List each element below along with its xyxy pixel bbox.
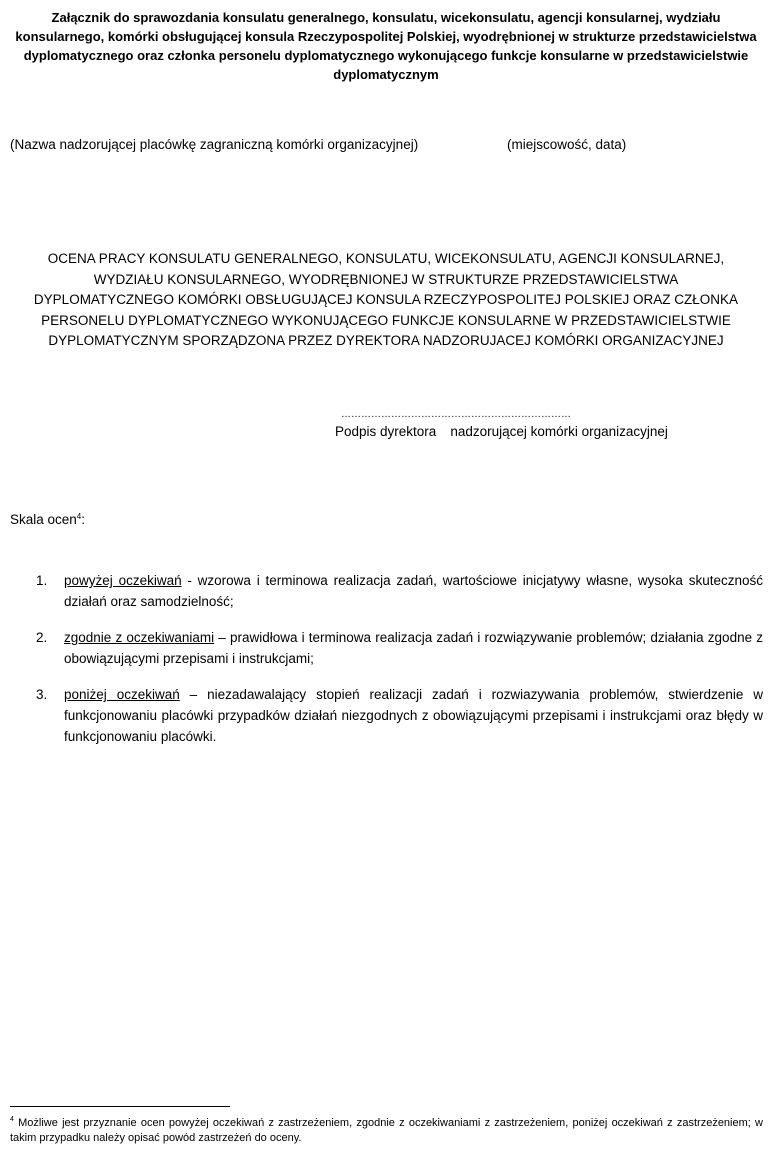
scale-item-description: - wzorowa i terminowa realizacja zadań, wartościowe inicjatywy własne, wysoka skuteczność działań oraz samodzielność; [64,573,763,609]
signature-label-part2: nadzorującej komórki organizacyjnej [450,424,668,439]
scale-item-description: – niezadawalający stopień realizacji zadań i rozwiazywania problemów, stwierdzenie w funkcjonowaniu placówki przypadków działań niezgodnych z obowiązującymi przepisami i instrukcjami oraz błędy w funkcjonowaniu placówki. [64,687,764,744]
footnote-reference: 4 [76,512,82,521]
footnote-separator [10,1106,230,1107]
footnote [10,1112,763,1146]
signature-label [335,424,695,439]
scale-item-number: 2. [36,630,48,645]
footnote-text: Możliwe jest przyznanie ocen powyżej oczekiwań z zastrzeżeniem, zgodnie z oczekiwaniami z zastrzeżeniem, poniżej oczekiwań z zastrzeżeniem; w takim przypadku należy opisać powód zastrzeżeń do oceny. [10,1117,763,1144]
scale-item [30,570,763,612]
annex-header: Załącznik do sprawozdania konsulatu generalnego, konsulatu, wicekonsulatu, agencji konsularnej, wydziału konsularnego, komórki obsługującej konsula Rzeczypospolitej Polskiej, wyodrębnionej w strukturze przedstawicielstwa dyplomatycznego oraz członka personelu dyplomatycznego wykonującego funkcje konsularne w przedstawicielstwie dyplomatycznym [15,10,757,82]
scale-item [30,627,763,669]
scale-item-number: 1. [36,573,48,588]
scale-item-description: – prawidłowa i terminowa realizacja zadań i rozwiązywanie problemów; działania zgodne z obowiązującymi przepisami i instrukcjami; [64,630,763,666]
org-unit-label: (Nazwa nadzorującej placówkę zagraniczną komórki organizacyjnej) [10,137,419,152]
scale-item-number: 3. [36,687,48,702]
signature-line: …………………………………………………………… [341,409,571,420]
scale-heading-text: Skala ocen [10,512,77,527]
signature-label-part1: Podpis dyrektora [335,424,437,439]
scale-item-term: poniżej oczekiwań [64,687,180,702]
footnote-marker: 4 [10,1116,14,1123]
scale-list [30,570,763,762]
document-title: OCENA PRACY KONSULATU GENERALNEGO, KONSULATU, WICEKONSULATU, AGENCJI KONSULARNEJ, WYDZIAŁU KONSULARNEGO, WYODRĘBNIONEJ W STRUKTURZE PRZEDSTAWICIELSTWA DYPLOMATYCZNEGO KOMÓRKI OBSŁUGUJĄCEJ KONSULA RZECZYPOSPOLITEJ POLSKIEJ ORAZ CZŁONKA PERSONELU DYPLOMATYCZNEGO WYKONUJĄCEGO FUNKCJE KONSULARNE W PRZEDSTAWICIELSTWIE DYPLOMATYCZNYM SPORZĄDZONA PRZEZ DYREKTORA NADZORUJACEJ KOMÓRKI ORGANIZACYJNEJ [33,251,739,348]
scale-item-term: powyżej oczekiwań [64,573,182,588]
scale-heading: Skala ocen$^4$: [10,512,86,527]
scale-item [30,684,763,747]
signature-block [335,408,695,439]
place-date-label: (miejscowość, data) [507,137,627,152]
scale-item-term: zgodnie z oczekiwaniami [64,630,215,645]
